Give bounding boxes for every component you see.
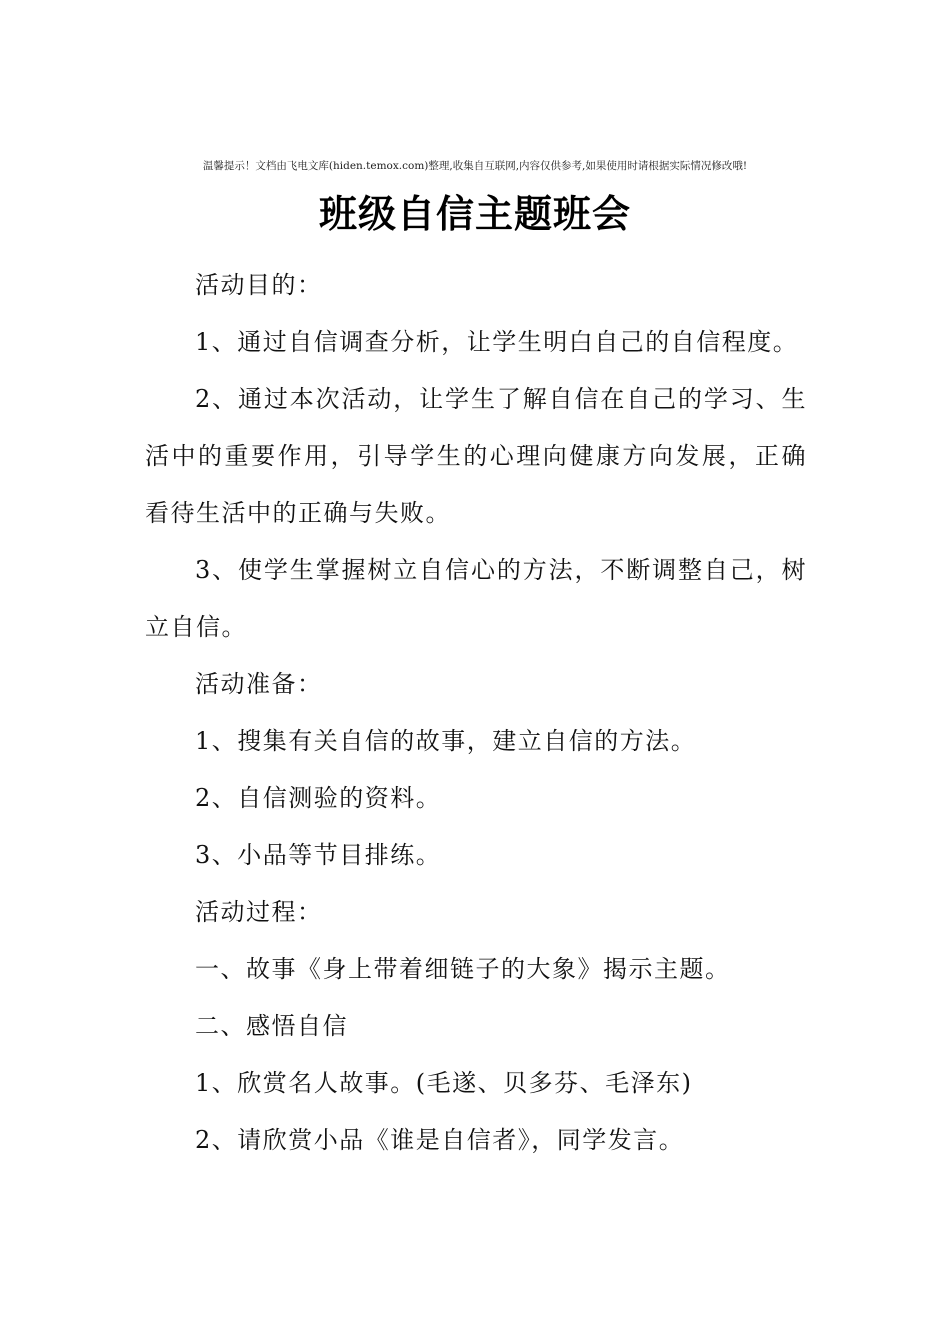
section-heading-preparation: 活动准备： [195,670,323,698]
document-title: 班级自信主题班会 [318,192,631,236]
header-notice: 温馨提示！文档由飞电文库(hiden.temox.com)整理,收集自互联网,内容仅供参考,如果使用时请根据实际情况修改哦! [202,160,748,172]
paragraph: 2、自信测验的资料。 [195,784,442,812]
paragraph: 3、小品等节目排练。 [195,841,442,869]
paragraph: 1、通过自信调查分析，让学生明白自己的自信程度。 [195,328,799,356]
section-heading-purpose: 活动目的： [195,271,323,299]
paragraph: 2、通过本次活动，让学生了解自信在自己的学习、生活中的重要作用，引导学生的心理向健康方向发展，正确看待生活中的正确与失败。 [145,385,807,527]
section-heading-process: 活动过程： [195,898,323,926]
paragraph: 二、感悟自信 [195,1012,348,1040]
paragraph: 1、搜集有关自信的故事，建立自信的方法。 [195,727,697,755]
paragraph: 2、请欣赏小品《谁是自信者》，同学发言。 [195,1126,685,1154]
paragraph: 一、故事《身上带着细链子的大象》揭示主题。 [195,955,731,983]
document-body [145,257,807,1169]
paragraph: 1、欣赏名人故事。(毛遂、贝多芬、毛泽东) [195,1069,693,1097]
paragraph: 3、使学生掌握树立自信心的方法，不断调整自己，树立自信。 [145,556,807,641]
